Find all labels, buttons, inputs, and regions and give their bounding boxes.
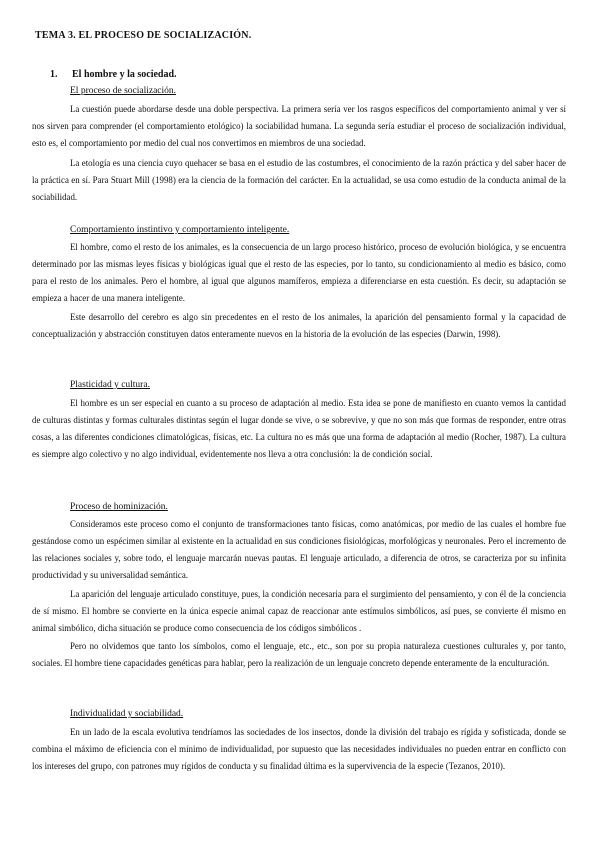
- section-number: 1.: [50, 69, 58, 80]
- document-title: TEMA 3. EL PROCESO DE SOCIALIZACIÓN.: [35, 30, 252, 41]
- section-heading: [50, 69, 177, 80]
- subheading-hominizacion: Proceso de hominización.: [70, 502, 168, 512]
- subheading-plasticidad: Plasticidad y cultura.: [70, 380, 150, 390]
- subheading-comportamiento: Comportamiento instintivo y comportamiento inteligente.: [70, 225, 290, 235]
- subheading-socializacion: El proceso de socialización.: [70, 86, 177, 96]
- section-title: El hombre y la sociedad.: [72, 69, 177, 80]
- paragraph: En un lado de la escala evolutiva tendríamos las sociedades de los insectos, donde la división del trabajo es rígida y sofisticada, donde se combina el máximo de eficiencia con el mínimo de individualidad, por supuesto que las necesidades individuales no pueden entrar en conflicto con los intereses del grupo, con patrones muy rígidos de conducta y su finalidad última es la supervivencia de la especie (Tezanos, 2010).: [32, 727, 566, 771]
- paragraph: Este desarrollo del cerebro es algo sin precedentes en el resto de los animales, la aparición del pensamiento formal y la capacidad de conceptualización y abstracción constituyen datos enteramente nuevos en la historia de la evolución de las especies (Darwin, 1998).: [32, 312, 566, 339]
- subheading-individualidad: Individualidad y sociabilidad.: [70, 709, 184, 719]
- paragraph: La cuestión puede abordarse desde una doble perspectiva. La primera sería ver los rasgos específicos del comportamiento animal y ver si nos sirven para comprender (el comportamiento etológico) la sociabilidad humana. La segunda sería estudiar el proceso de socialización individual, esto es, el comportamiento por medio del cual nos convertimos en miembros de una sociedad.: [32, 104, 566, 148]
- paragraph: Pero no olvidemos que tanto los símbolos, como el lenguaje, etc., etc., son por su propia naturaleza cuestiones culturales y, por tanto, sociales. El hombre tiene capacidades genéticas para hablar, pero la realización de un lenguaje concreto depende enteramente de la enculturación.: [32, 641, 566, 668]
- paragraph: El hombre, como el resto de los animales, es la consecuencia de un largo proceso histórico, proceso de evolución biológica, y se encuentra determinado por las mismas leyes físicas y biológicas igual que el resto de las especies, por lo tanto, su condicionamiento al medio es básico, como para el resto de los animales. Pero el hombre, al igual que algunos mamíferos, empieza a diferenciarse en esta cuestión. Es decir, su adaptación se empieza a hacer de una manera inteligente.: [32, 242, 566, 303]
- paragraph: Consideramos este proceso como el conjunto de transformaciones tanto físicas, como anatómicas, por medio de las cuales el hombre fue gestándose como un espécimen similar al existente en la actualidad en sus condiciones fisiológicas, morfológicas y neuronales. Pero el incremento de las relaciones sociales y, sobre todo, el lenguaje marcarán nuevas pautas. El lenguaje articulado, a diferencia de otros, se caracteriza por su infinita productividad y su universalidad semántica.: [32, 519, 566, 580]
- paragraph: El hombre es un ser especial en cuanto a su proceso de adaptación al medio. Esta idea se pone de manifiesto en cuanto vemos la cantidad de culturas distintas y formas culturales distintas según el lugar donde se vive, o se sobrevive, y que no son más que formas de responder, entre otras cosas, a las diferentes condiciones climatológicas, físicas, etc. La cultura no es más que una forma de adaptación al medio (Rocher, 1987). La cultura es siempre algo colectivo y no algo individual, evidentemente nos lleva a otra conclusión: la de condición social.: [32, 398, 566, 459]
- paragraph: La etología es una ciencia cuyo quehacer se basa en el estudio de las costumbres, el conocimiento de la razón práctica y del saber hacer de la práctica en sí. Para Stuart Mill (1998) era la ciencia de la formación del carácter. En la actualidad, se usa como estudio de la conducta animal de la sociabilidad.: [32, 158, 566, 202]
- paragraph: La aparición del lenguaje articulado constituye, pues, la condición necesaria para el surgimiento del pensamiento, y con él de la conciencia de sí mismo. El hombre se convierte en la única especie animal capaz de reaccionar ante estímulos simbólicos, así pues, se convierte él mismo en animal simbólico, dicha situación se produce como consecuencia de los códigos simbólicos .: [32, 589, 566, 633]
